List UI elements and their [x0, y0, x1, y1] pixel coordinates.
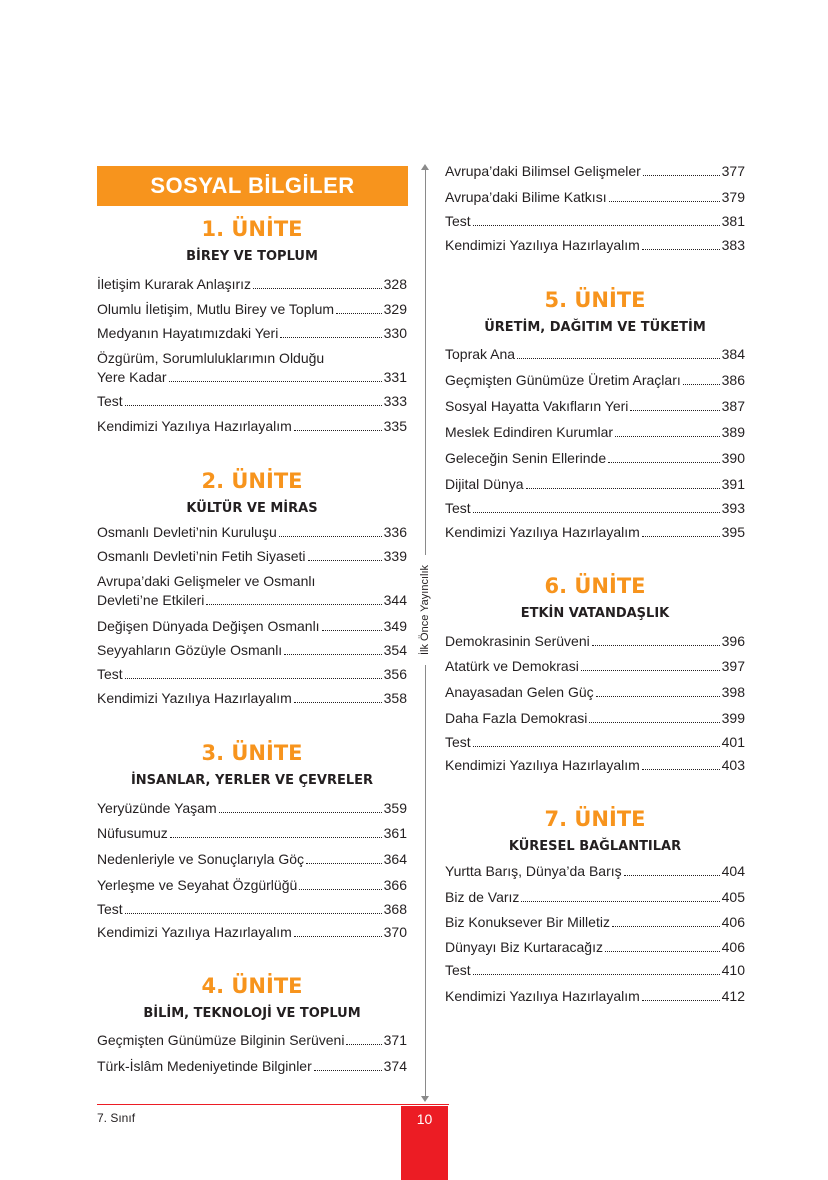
toc-entry-title: Biz de Varız — [445, 889, 520, 905]
toc-entry-page: 361 — [383, 825, 407, 841]
toc-entry-title: Seyyahların Gözüyle Osmanlı — [97, 642, 283, 658]
toc-entry-page: 379 — [721, 189, 745, 205]
toc-entry[interactable] — [97, 689, 407, 708]
toc-entry-title: Olumlu İletişim, Mutlu Birey ve Toplum — [97, 301, 335, 317]
toc-entry[interactable] — [445, 236, 745, 255]
toc-entry[interactable] — [97, 617, 407, 636]
unit-number: 2. ÜNİTE — [201, 469, 303, 493]
dot-leader — [596, 696, 720, 697]
dot-leader — [609, 201, 720, 202]
toc-entry-title: Avrupa’daki Bilimsel Gelişmeler — [445, 163, 641, 179]
toc-entry-page: 330 — [383, 325, 407, 341]
toc-entry-page: 371 — [383, 1032, 407, 1048]
dot-leader — [284, 654, 381, 655]
toc-entry-page: 336 — [383, 524, 407, 540]
dot-leader — [643, 175, 720, 176]
toc-entry[interactable] — [445, 888, 745, 907]
page-title: SOSYAL BİLGİLER — [97, 166, 408, 206]
toc-entry[interactable] — [445, 709, 745, 728]
toc-entry-page: 410 — [721, 962, 745, 978]
unit-heading — [445, 287, 745, 337]
toc-entry[interactable] — [445, 499, 745, 518]
dot-leader — [473, 225, 720, 226]
toc-entry-title: Demokrasinin Serüveni — [445, 633, 590, 649]
dot-leader — [630, 410, 719, 411]
dot-leader — [299, 889, 381, 890]
toc-entry-page: 349 — [383, 618, 407, 634]
dot-leader — [294, 430, 382, 431]
toc-entry-title: Test — [97, 393, 123, 409]
toc-entry-page: 390 — [721, 450, 745, 466]
toc-entry[interactable] — [445, 212, 745, 231]
toc-entry[interactable] — [445, 938, 745, 957]
unit-name: ÜRETİM, DAĞITIM VE TÜKETİM — [484, 320, 706, 335]
toc-entry-title: Test — [445, 500, 471, 516]
toc-entry[interactable] — [97, 876, 407, 895]
toc-entry[interactable] — [97, 300, 407, 319]
unit-heading — [445, 573, 745, 623]
dot-leader — [605, 951, 720, 952]
toc-entry[interactable] — [97, 349, 407, 387]
toc-entry-page: 387 — [721, 398, 745, 414]
dot-leader — [624, 875, 720, 876]
toc-entry[interactable] — [97, 324, 407, 343]
unit-number: 1. ÜNİTE — [201, 217, 303, 241]
toc-entry-title: Yurtta Barış, Dünya’da Barış — [445, 863, 622, 879]
dot-leader — [642, 536, 720, 537]
toc-entry-page: 366 — [383, 877, 407, 893]
dot-leader — [253, 288, 382, 289]
toc-entry[interactable] — [445, 475, 745, 494]
toc-entry[interactable] — [97, 665, 407, 684]
toc-entry-page: 386 — [721, 372, 745, 388]
toc-entry-title: Kendimizi Yazılıya Hazırlayalım — [445, 757, 640, 773]
toc-entry[interactable] — [445, 397, 745, 416]
toc-entry[interactable] — [445, 913, 745, 932]
dot-leader — [294, 702, 382, 703]
toc-entry[interactable] — [445, 162, 745, 181]
toc-entry[interactable] — [445, 987, 745, 1006]
toc-entry-page: 381 — [721, 213, 745, 229]
toc-entry-title: Daha Fazla Demokrasi — [445, 710, 588, 726]
unit-heading — [97, 740, 407, 790]
toc-entry-title: Test — [445, 213, 471, 229]
toc-entry-page: 401 — [721, 734, 745, 750]
toc-entry-page: 398 — [721, 684, 745, 700]
toc-entry[interactable] — [445, 523, 745, 542]
toc-entry-title: Toprak Ana — [445, 346, 516, 362]
toc-entry-title: Anayasadan Gelen Güç — [445, 684, 594, 700]
toc-entry-page: 397 — [721, 658, 745, 674]
dot-leader — [517, 358, 720, 359]
toc-entry-title: Değişen Dünyada Değişen Osmanlı — [97, 618, 320, 634]
dot-leader — [314, 1070, 382, 1071]
toc-entry-page: 377 — [721, 163, 745, 179]
toc-entry-page: 335 — [383, 418, 407, 434]
unit-name: KÜRESEL BAĞLANTILAR — [508, 839, 682, 854]
toc-entry-page: 389 — [721, 424, 745, 440]
toc-entry-page: 393 — [721, 500, 745, 516]
dot-leader — [125, 678, 382, 679]
toc-entry-title: Nedenleriyle ve Sonuçlarıyla Göç — [97, 851, 304, 867]
toc-entry-title: Sosyal Hayatta Vakıfların Yeri — [445, 398, 629, 414]
dot-leader — [473, 746, 720, 747]
toc-entry[interactable] — [445, 632, 745, 651]
toc-entry-page: 329 — [383, 301, 407, 317]
dot-leader — [473, 512, 720, 513]
toc-entry-page: 370 — [383, 924, 407, 940]
toc-entry-title: Test — [445, 734, 471, 750]
unit-number: 4. ÜNİTE — [201, 974, 303, 998]
toc-entry[interactable] — [97, 572, 407, 610]
toc-entry-title: Kendimizi Yazılıya Hazırlayalım — [445, 988, 640, 1004]
dot-leader — [279, 536, 382, 537]
publisher-label: İlk Önce Yayıncılık — [419, 564, 431, 656]
toc-entry[interactable] — [445, 733, 745, 752]
toc-entry-page: 344 — [383, 592, 407, 608]
toc-entry-title: Test — [97, 901, 123, 917]
toc-entry-title: Türk-İslâm Medeniyetinde Bilginler — [97, 1058, 312, 1074]
toc-entry-page: 358 — [383, 690, 407, 706]
dot-leader — [612, 926, 720, 927]
dot-leader — [219, 812, 382, 813]
toc-entry[interactable] — [97, 900, 407, 919]
unit-name: BİREY VE TOPLUM — [186, 249, 318, 264]
toc-entry[interactable] — [97, 547, 407, 566]
unit-number: 6. ÜNİTE — [544, 574, 646, 598]
toc-entry-title: Biz Konuksever Bir Milletiz — [445, 914, 610, 930]
toc-entry-page: 339 — [383, 548, 407, 564]
toc-entry-page: 412 — [721, 988, 745, 1004]
toc-entry-title: Kendimizi Yazılıya Hazırlayalım — [97, 418, 292, 434]
toc-entry[interactable] — [445, 683, 745, 702]
toc-entry-title: Nüfusumuz — [97, 825, 168, 841]
toc-entry-title: Osmanlı Devleti’nin Fetih Siyaseti — [97, 548, 306, 564]
unit-number: 5. ÜNİTE — [544, 288, 646, 312]
toc-entry[interactable] — [445, 371, 745, 390]
dot-leader — [642, 1000, 720, 1001]
dot-leader — [526, 488, 720, 489]
toc-entry[interactable] — [445, 345, 745, 364]
toc-entry[interactable] — [97, 1031, 407, 1050]
toc-entry-page: 399 — [721, 710, 745, 726]
divider-arrow-up-icon — [421, 164, 429, 170]
dot-leader — [125, 405, 382, 406]
dot-leader — [322, 630, 382, 631]
toc-entry-page: 395 — [721, 524, 745, 540]
toc-entry-page: 391 — [721, 476, 745, 492]
toc-entry-title: Test — [445, 962, 471, 978]
toc-entry-page: 374 — [383, 1058, 407, 1074]
toc-entry-title: Geçmişten Günümüze Bilginin Serüveni — [97, 1032, 345, 1048]
toc-entry-title: Yerleşme ve Seyahat Özgürlüğü — [97, 877, 298, 893]
toc-entry-title: Avrupa’daki Gelişmeler ve Osmanlı — [97, 573, 316, 589]
footer-grade: 7. Sınıf — [97, 1111, 136, 1125]
toc-entry-title: Geleceğin Senin Ellerinde — [445, 450, 607, 466]
toc-entry[interactable] — [445, 423, 745, 442]
toc-entry-title: Atatürk ve Demokrasi — [445, 658, 579, 674]
dot-leader — [206, 604, 381, 605]
dot-leader — [642, 769, 720, 770]
dot-leader — [336, 313, 382, 314]
toc-entry-title: Dünyayı Biz Kurtaracağız — [445, 939, 603, 955]
toc-entry-page: 354 — [383, 642, 407, 658]
toc-entry[interactable] — [97, 824, 407, 843]
toc-entry-title-cont: Yere Kadar — [97, 369, 167, 385]
dot-leader — [125, 913, 382, 914]
toc-entry-title: Avrupa’daki Bilime Katkısı — [445, 189, 607, 205]
dot-leader — [306, 863, 382, 864]
toc-entry-page: 368 — [383, 901, 407, 917]
toc-entry-page: 364 — [383, 851, 407, 867]
unit-name: ETKİN VATANDAŞLIK — [520, 606, 670, 621]
toc-entry-page: 331 — [383, 369, 407, 385]
page-number: 10 — [416, 1111, 433, 1127]
toc-entry[interactable] — [445, 449, 745, 468]
toc-entry[interactable] — [97, 392, 407, 411]
unit-number: 3. ÜNİTE — [201, 741, 303, 765]
unit-heading — [97, 973, 407, 1023]
toc-entry-title: Yeryüzünde Yaşam — [97, 800, 217, 816]
dot-leader — [642, 249, 720, 250]
dot-leader — [608, 462, 720, 463]
toc-entry-page: 328 — [383, 276, 407, 292]
toc-entry-title: Kendimizi Yazılıya Hazırlayalım — [97, 690, 292, 706]
dot-leader — [294, 936, 382, 937]
toc-entry-page: 359 — [383, 800, 407, 816]
toc-entry[interactable] — [97, 1057, 407, 1076]
toc-entry[interactable] — [97, 641, 407, 660]
toc-entry-title-cont: Devleti’ne Etkileri — [97, 592, 205, 608]
toc-entry[interactable] — [97, 275, 407, 294]
unit-heading — [97, 216, 407, 266]
unit-heading — [445, 806, 745, 856]
toc-entry-page: 384 — [721, 346, 745, 362]
toc-entry-title: Meslek Edindiren Kurumlar — [445, 424, 614, 440]
toc-entry[interactable] — [445, 961, 745, 980]
unit-number: 7. ÜNİTE — [544, 807, 646, 831]
unit-name: KÜLTÜR VE MİRAS — [186, 501, 318, 516]
dot-leader — [581, 670, 720, 671]
dot-leader — [683, 384, 720, 385]
dot-leader — [615, 436, 720, 437]
toc-entry-title: Kendimizi Yazılıya Hazırlayalım — [97, 924, 292, 940]
dot-leader — [169, 381, 382, 382]
toc-entry[interactable] — [97, 799, 407, 818]
dot-leader — [308, 560, 382, 561]
unit-name: İNSANLAR, YERLER VE ÇEVRELER — [130, 773, 374, 788]
toc-entry-page: 356 — [383, 666, 407, 682]
toc-entry[interactable] — [97, 417, 407, 436]
page-number-tab — [401, 1106, 448, 1180]
toc-entry-title: Test — [97, 666, 123, 682]
toc-entry-title: Özgürüm, Sorumluluklarımın Olduğu — [97, 350, 325, 366]
toc-entry[interactable] — [97, 923, 407, 942]
toc-entry[interactable] — [445, 657, 745, 676]
toc-entry-page: 405 — [721, 889, 745, 905]
dot-leader — [592, 645, 720, 646]
divider-arrow-down-icon — [421, 1096, 429, 1102]
toc-entry-page: 406 — [721, 939, 745, 955]
dot-leader — [473, 974, 720, 975]
toc-entry-page: 406 — [721, 914, 745, 930]
unit-name: BİLİM, TEKNOLOJİ VE TOPLUM — [143, 1006, 361, 1021]
dot-leader — [170, 837, 382, 838]
toc-entry-page: 403 — [721, 757, 745, 773]
toc-entry-title: Geçmişten Günümüze Üretim Araçları — [445, 372, 681, 388]
toc-entry-page: 396 — [721, 633, 745, 649]
toc-entry-title: Dijital Dünya — [445, 476, 524, 492]
toc-entry[interactable] — [97, 523, 407, 542]
toc-entry-title: İletişim Kurarak Anlaşırız — [97, 276, 252, 292]
dot-leader — [589, 722, 719, 723]
toc-entry-page: 333 — [383, 393, 407, 409]
toc-entry-title: Kendimizi Yazılıya Hazırlayalım — [445, 237, 640, 253]
toc-entry-title: Medyanın Hayatımızdaki Yeri — [97, 325, 279, 341]
toc-entry[interactable] — [97, 850, 407, 869]
dot-leader — [280, 337, 381, 338]
toc-entry-title: Kendimizi Yazılıya Hazırlayalım — [445, 524, 640, 540]
toc-entry-page: 404 — [721, 863, 745, 879]
toc-entry-page: 383 — [721, 237, 745, 253]
toc-entry[interactable] — [445, 188, 745, 207]
toc-entry-title: Osmanlı Devleti’nin Kuruluşu — [97, 524, 277, 540]
unit-heading — [97, 468, 407, 518]
dot-leader — [521, 901, 719, 902]
dot-leader — [346, 1044, 381, 1045]
toc-entry[interactable] — [445, 862, 745, 881]
footer-rule — [97, 1104, 449, 1105]
toc-entry[interactable] — [445, 756, 745, 775]
